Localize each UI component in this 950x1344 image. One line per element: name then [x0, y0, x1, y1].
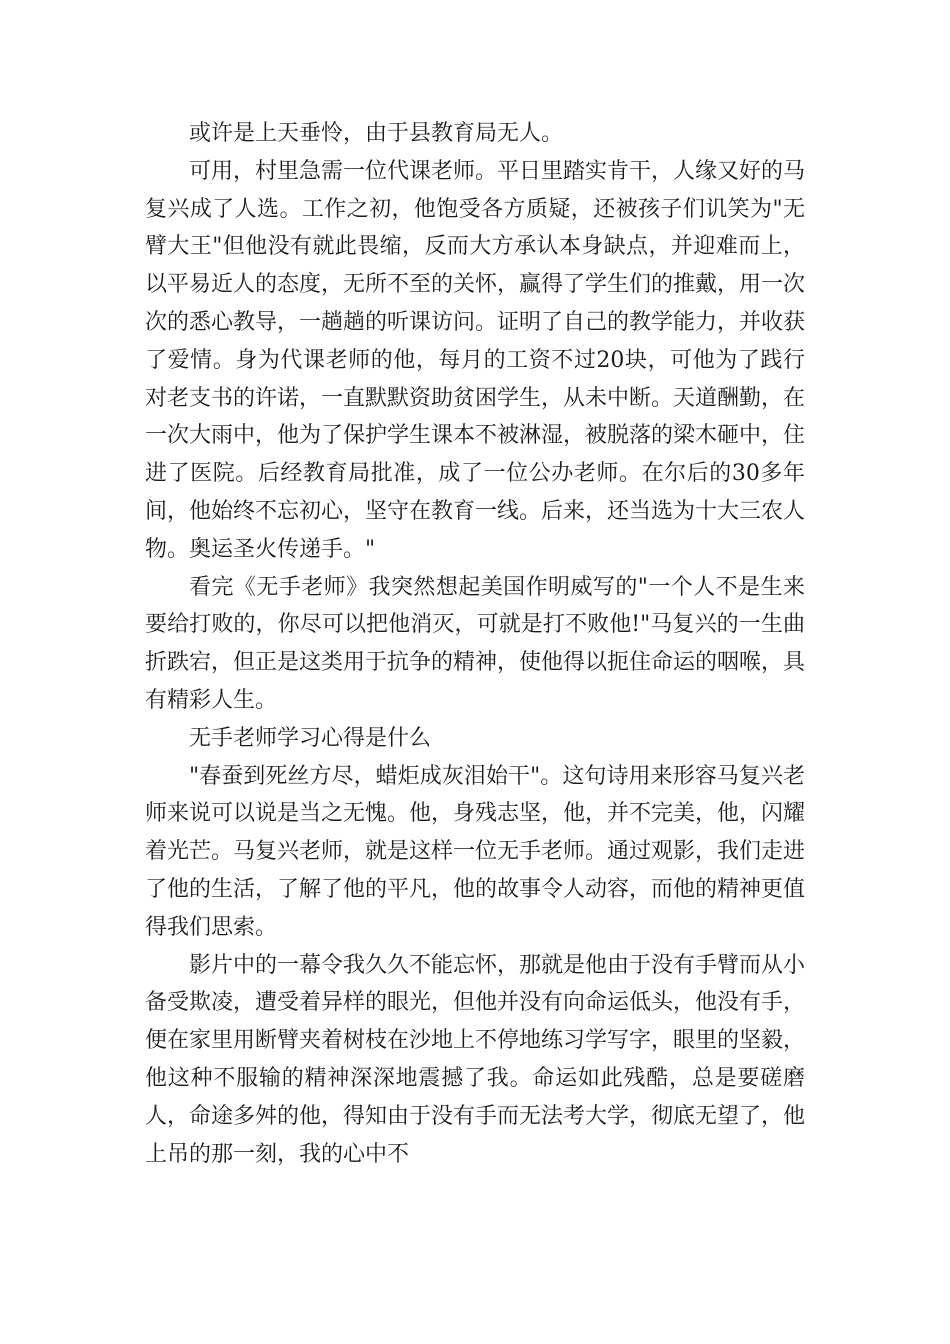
- document-body: [145, 115, 805, 1173]
- paragraph: "春蚕到死丝方尽，蜡炬成灰泪始干"。这句诗用来形容马复兴老师来说可以说是当之无愧。他，身残志坚，他，并不完美，他，闪耀着光芒。马复兴老师，就是这样一位无手老师。通过观影，我们走进了他的生活，了解了他的平凡，他的故事令人动容，而他的精神更值得我们思索。: [145, 763, 806, 940]
- paragraph: 可用，村里急需一位代课老师。平日里踏实肯干，人缘又好的马复兴成了人选。工作之初，他饱受各方质疑，还被孩子们讥笑为"无臂大王"但他没有就此畏缩，反而大方承认本身缺点，并迎难而上，以平易近人的态度，无所不至的关怀，赢得了学生们的推戴，用一次次的悉心教导，一趟趟的听课访问。证明了自己的教学能力，并收获了爱情。身为代课老师的他，每月的工资不过20块，可他为了践行对老支书的许诺，一直默默资助贫困学生，从未中断。天道酬勤，在一次大雨中，他为了保护学生课本不被淋湿，被脱落的梁木砸中，住进了医院。后经教育局批准，成了一位公办老师。在尔后的30多年间，他始终不忘初心，坚守在教育一线。后来，还当选为十大三农人物。奥运圣火传递手。": [145, 158, 806, 562]
- paragraph: 看完《无手老师》我突然想起美国作明威写的"一个人不是生来要给打败的，你尽可以把他消灭，可就是打不败他!"马复兴的一生曲折跌宕，但正是这类用于抗争的精神，使他得以扼住命运的咽喉，具有精彩人生。: [145, 574, 806, 713]
- section-heading: 无手老师学习心得是什么: [189, 725, 432, 751]
- paragraph: 影片中的一幕令我久久不能忘怀，那就是他由于没有手臂而从小备受欺凌，遭受着异样的眼光，但他并没有向命运低头，他没有手，便在家里用断臂夹着树枝在沙地上不停地练习学写字，眼里的坚毅，他这种不服输的精神深深地震撼了我。命运如此残酷，总是要磋磨人，命途多舛的他，得知由于没有手而无法考大学，彻底无望了，他上吊的那一刻，我的心中不: [145, 952, 806, 1167]
- paragraph: 或许是上天垂怜，由于县教育局无人。: [189, 121, 564, 146]
